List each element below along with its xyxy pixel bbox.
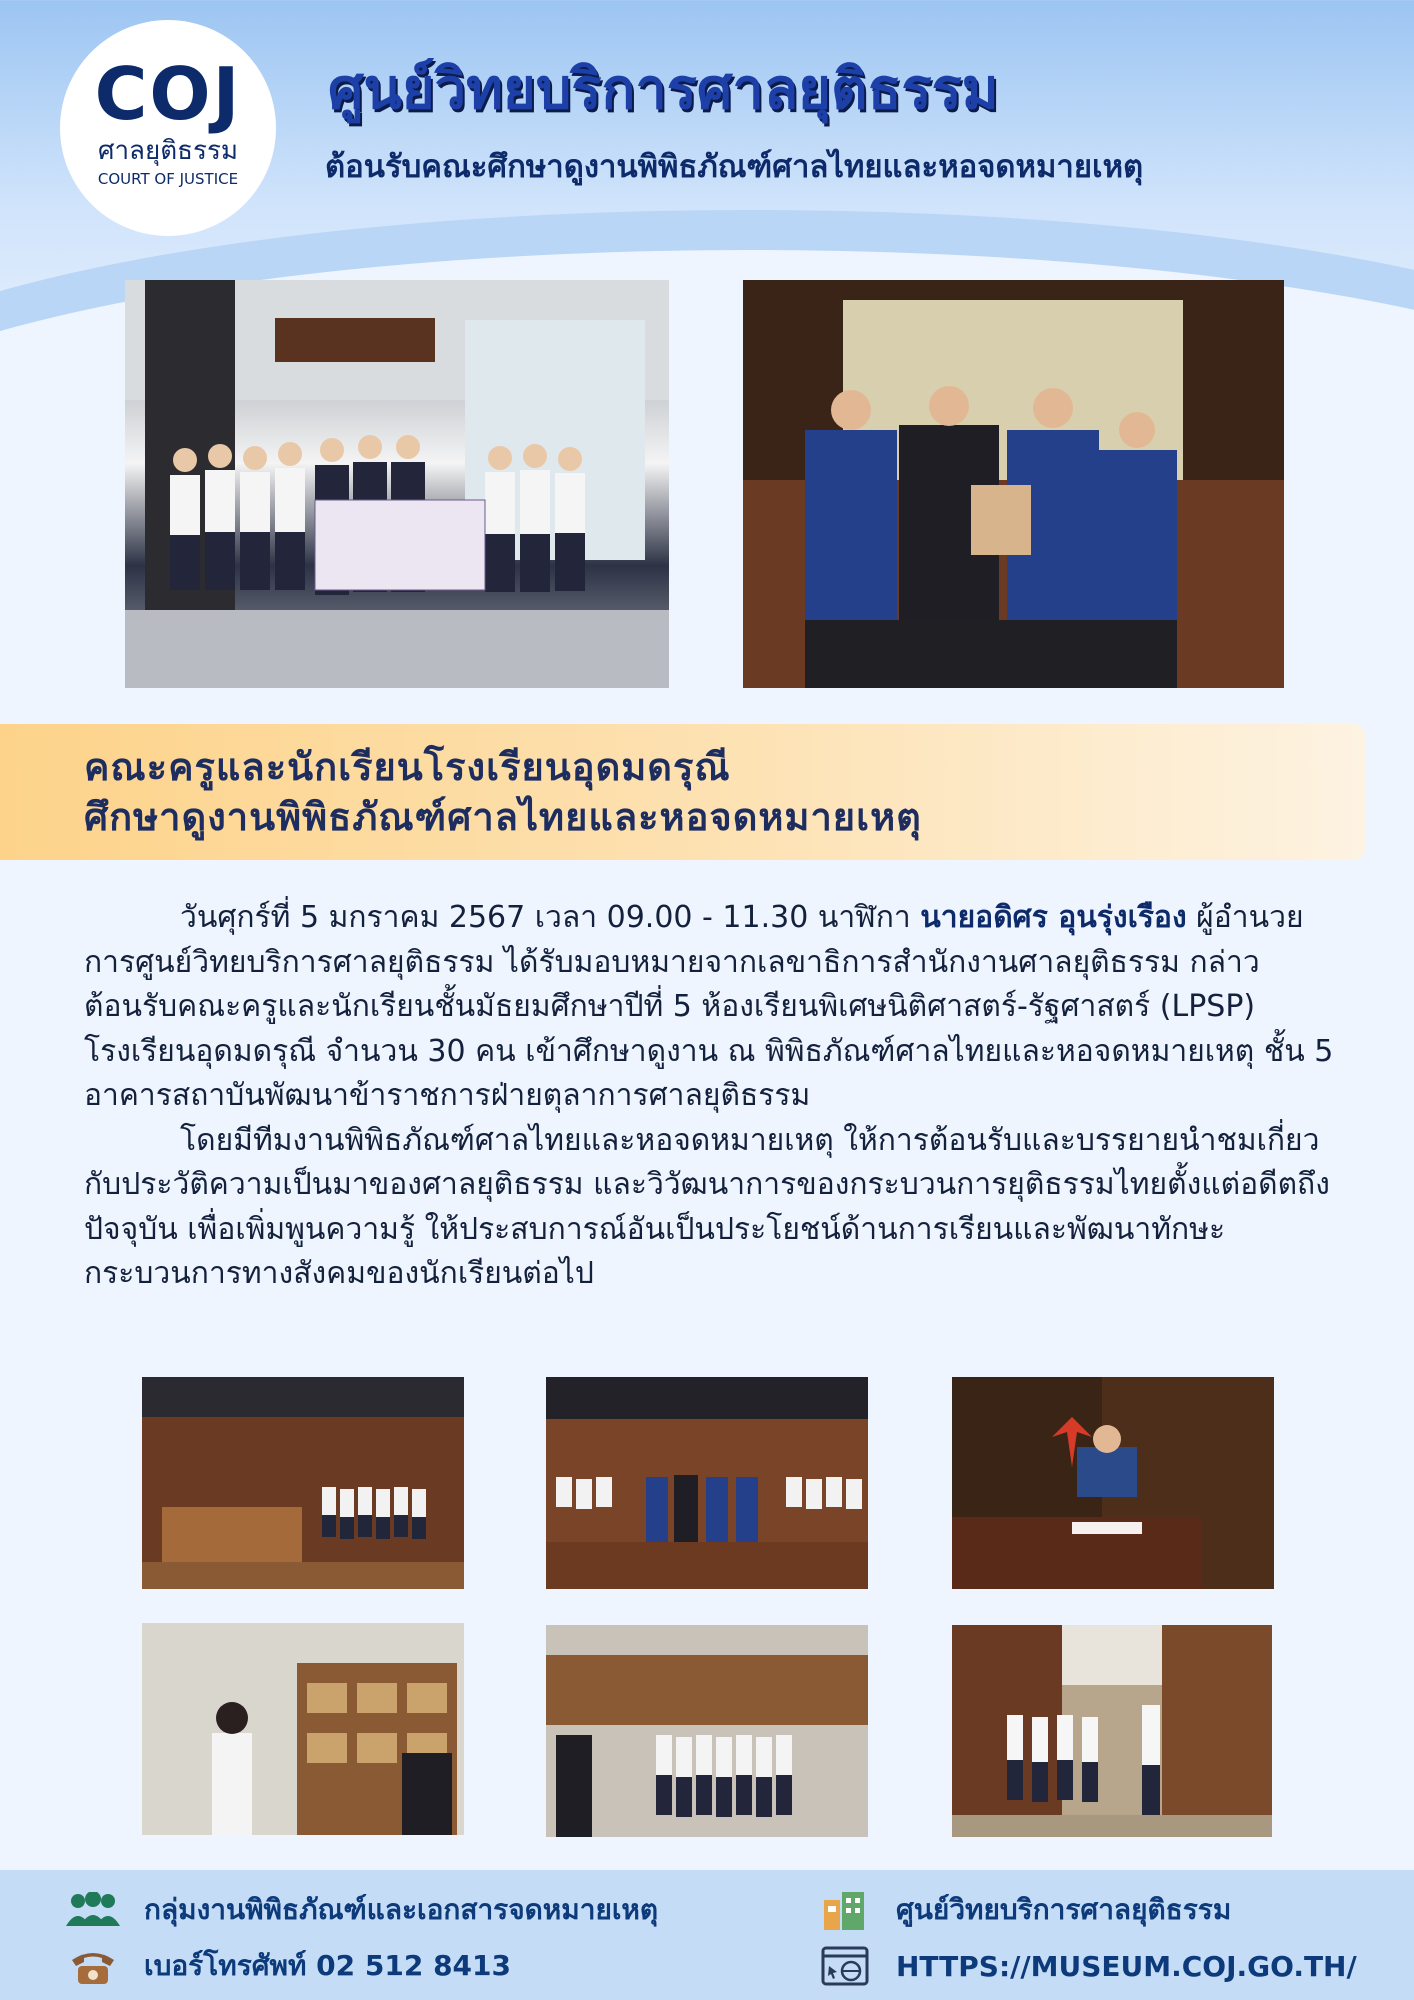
footer-center — [816, 1884, 1231, 1936]
gallery-photo-courtroom-1 — [142, 1377, 464, 1589]
footer-center-name: ศูนย์วิทยบริการศาลยุติธรรม — [896, 1893, 1232, 1926]
footer-website[interactable] — [816, 1940, 1357, 1992]
logo-thai-text: ศาลยุติธรรม — [97, 136, 239, 166]
gallery-photo-museum-corridor — [546, 1625, 868, 1837]
page-subtitle: ต้อนรับคณะศึกษาดูงานพิพิธภัณฑ์ศาลไทยและหอจดหมายเหตุ — [325, 149, 1144, 185]
footer — [0, 1870, 1414, 2000]
photo-group-at-museum-entrance — [125, 280, 669, 688]
footer-group — [64, 1884, 658, 1936]
group-photo-illustration — [125, 280, 669, 688]
headline-line-1: คณะครูและนักเรียนโรงเรียนอุดมดรุณี — [84, 745, 731, 789]
footer-phone-number: เบอร์โทรศัพท์ 02 512 8413 — [144, 1949, 512, 1982]
paragraph-1-intro: วันศุกร์ที่ 5 มกราคม 2567 เวลา 09.00 - 11.30 นาฬิกา — [180, 900, 921, 935]
presentation-photo-illustration — [743, 280, 1284, 688]
coj-logo — [60, 20, 276, 236]
paragraph-1-rest: ผู้อำนวยการศูนย์วิทยบริการศาลยุติธรรม ได้รับมอบหมายจากเลขาธิการสำนักงานศาลยุติธรรม กล่าวต้อนรับคณะครูและนักเรียนชั้นมัธยมศึกษาปีที่ 5 ห้องเรียนพิเศษนิติศาสตร์-รัฐศาสตร์ (LPSP) โรงเรียนอุดมดรุณี จำนวน 30 คน เข้าศึกษาดูงาน ณ พิพิธภัณฑ์ศาลไทยและหอจดหมายเหตุ ชั้น 5 อาคารสถาบันพัฒนาข้าราชการฝ่ายตุลาการศาลยุติธรรม — [84, 900, 1334, 1113]
article-paragraph-2: โดยมีทีมงานพิพิธภัณฑ์ศาลไทยและหอจดหมายเหตุ ให้การต้อนรับและบรรยายนำชมเกี่ยวกับประวัติความเป็นมาของศาลยุติธรรม และวิวัฒนาการของกระบวนการยุติธรรมไทยตั้งแต่อดีตถึงปัจจุบัน เพื่อเพิ่มพูนความรู้ ให้ประสบการณ์อันเป็นประโยชน์ด้านการเรียนและพัฒนาทักษะกระบวนการทางสังคมของนักเรียนต่อไป — [84, 1122, 1330, 1291]
courtroom-illustration-2 — [546, 1377, 868, 1589]
shelves-illustration — [142, 1623, 464, 1835]
footer-group-name: กลุ่มงานพิพิธภัณฑ์และเอกสารจดหมายเหตุ — [144, 1893, 659, 1926]
web-icon — [816, 1944, 874, 1988]
headline-banner — [0, 724, 1366, 860]
building-icon — [816, 1888, 874, 1932]
page-title: ศูนย์วิทยบริการศาลยุติธรรม — [328, 57, 999, 122]
gallery-photo-archive-hall — [952, 1625, 1272, 1837]
gallery-photo-exhibit-shelves — [142, 1623, 464, 1835]
article-paragraph-1 — [84, 896, 1334, 1119]
article-body — [84, 896, 1334, 1297]
corridor-illustration — [546, 1625, 868, 1837]
photo-souvenir-presentation — [743, 280, 1284, 688]
archive-hall-illustration — [952, 1625, 1272, 1837]
courtroom-illustration-1 — [142, 1377, 464, 1589]
logo-english-text: COURT OF JUSTICE — [97, 170, 239, 188]
footer-website-link[interactable]: HTTPS://MUSEUM.COJ.GO.TH/ — [896, 1949, 1357, 1983]
people-group-icon — [64, 1888, 122, 1932]
gallery-photo-courtroom-2 — [546, 1377, 868, 1589]
headline-line-2: ศึกษาดูงานพิพิธภัณฑ์ศาลไทยและหอจดหมายเหตุ — [84, 795, 922, 839]
guestbook-illustration — [952, 1377, 1274, 1589]
gallery-photo-signing-guestbook — [952, 1377, 1274, 1589]
telephone-icon — [64, 1944, 122, 1988]
headline — [84, 742, 922, 842]
logo-mark: COJ — [94, 52, 242, 136]
director-name: นายอดิศร อุนรุ่งเรือง — [920, 900, 1187, 935]
footer-phone — [64, 1940, 511, 1992]
